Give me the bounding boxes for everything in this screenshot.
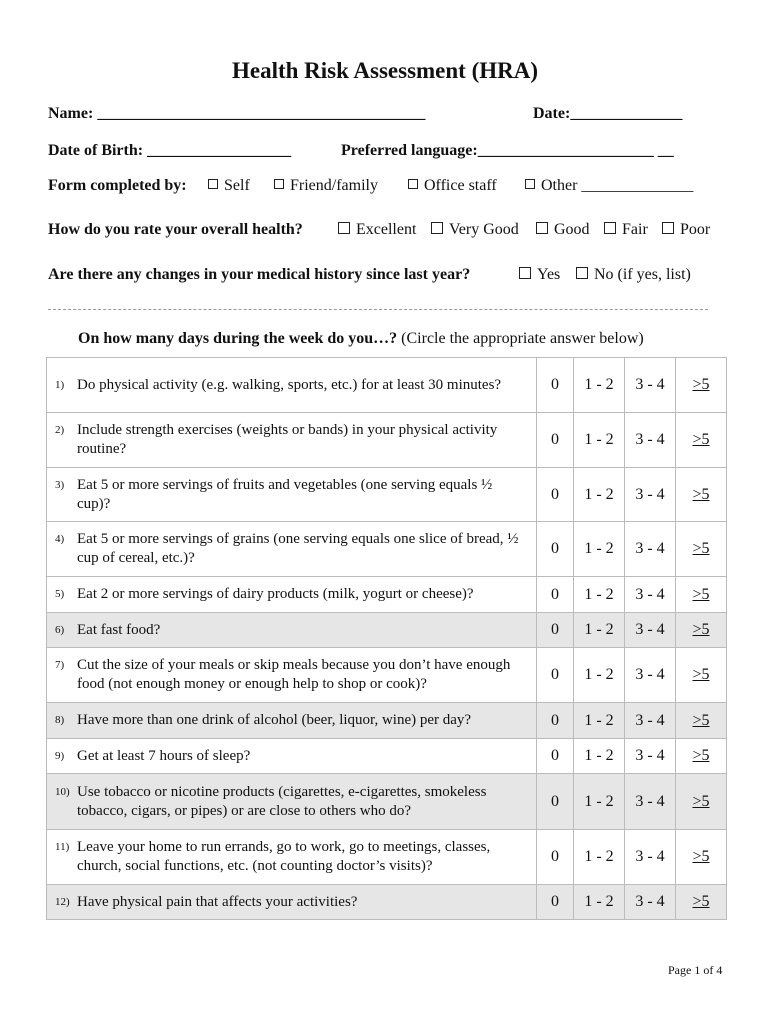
- answer-option-label: 1 - 2: [584, 585, 614, 603]
- answer-option[interactable]: [625, 522, 676, 577]
- answer-option-label: 1 - 2: [584, 621, 614, 638]
- question-number: 1): [55, 378, 65, 391]
- answer-option-label: >5: [692, 585, 710, 603]
- table-row: [47, 468, 727, 522]
- table-row: [47, 703, 727, 739]
- language-field[interactable]: Preferred language:______________________ __: [341, 142, 674, 159]
- health-rating-option: Fair: [622, 221, 648, 238]
- table-row: [47, 613, 727, 648]
- checkbox-icon[interactable]: [604, 222, 616, 234]
- completed-by-label: Form completed by:: [48, 177, 187, 194]
- date-field[interactable]: Date:______________: [533, 105, 683, 122]
- answer-option-label: 1 - 2: [584, 792, 614, 810]
- checkbox-icon[interactable]: [208, 179, 218, 189]
- date-row: [533, 105, 682, 123]
- answer-option[interactable]: [574, 830, 625, 885]
- question-number: 10): [55, 785, 70, 798]
- answer-option[interactable]: [625, 577, 676, 613]
- answer-option[interactable]: [625, 830, 676, 885]
- answer-option-label: >5: [692, 848, 710, 865]
- answer-option-label: 1 - 2: [584, 848, 614, 865]
- instructions: [78, 330, 644, 348]
- instructions-normal: (Circle the appropriate answer below): [401, 330, 644, 347]
- question-text: Eat 5 or more servings of fruits and vegetables (one serving equals ½ cup)?: [77, 476, 493, 512]
- answer-option-label: 3 - 4: [635, 540, 665, 557]
- answer-option[interactable]: [574, 577, 625, 613]
- question-cell: [47, 739, 537, 774]
- question-cell: [47, 703, 537, 739]
- completed-by-option: Self: [224, 177, 250, 194]
- answer-option[interactable]: [537, 468, 574, 522]
- answer-option[interactable]: [625, 358, 676, 413]
- answer-option-label: 1 - 2: [584, 711, 614, 729]
- table-row: [47, 774, 727, 830]
- completed-by-other[interactable]: [525, 177, 693, 195]
- name-row: [48, 105, 425, 123]
- question-text: Eat 5 or more servings of grains (one serving equals one slice of bread, ½ cup of cereal, etc.)?: [77, 531, 519, 566]
- table-row: [47, 358, 727, 413]
- answer-option-label: 0: [551, 848, 559, 865]
- question-text: Use tobacco or nicotine products (cigarettes, e-cigarettes, smokeless tobacco, cigars, or pipes) or are close to others who do?: [77, 783, 487, 819]
- answer-option-label: 3 - 4: [635, 485, 665, 503]
- question-text: Leave your home to run errands, go to work, go to meetings, classes, church, social functions, etc. (not counting doctor’s visits)?: [77, 839, 491, 874]
- completed-by-self[interactable]: [208, 177, 250, 195]
- answer-option[interactable]: [537, 648, 574, 703]
- table-row: [47, 830, 727, 885]
- answer-option[interactable]: [676, 522, 727, 577]
- answer-option-label: 3 - 4: [635, 747, 665, 764]
- answer-option[interactable]: [574, 468, 625, 522]
- table-row: [47, 413, 727, 468]
- history-no[interactable]: [576, 266, 691, 284]
- answer-option[interactable]: [625, 648, 676, 703]
- form-title: Health Risk Assessment (HRA): [231, 58, 539, 83]
- answer-option[interactable]: [537, 739, 574, 774]
- completed-by-option: Friend/family: [290, 177, 378, 194]
- answer-option-label: 1 - 2: [584, 540, 614, 557]
- answer-option[interactable]: [625, 739, 676, 774]
- answer-option-label: 3 - 4: [635, 792, 665, 810]
- question-cell: [47, 358, 537, 413]
- health-rating-option: Poor: [680, 221, 711, 238]
- answer-option-label: 3 - 4: [635, 431, 665, 448]
- answer-option[interactable]: [537, 885, 574, 920]
- history-row: [48, 266, 470, 284]
- question-cell: [47, 648, 537, 703]
- answer-option-label: >5: [692, 376, 710, 393]
- question-cell: [47, 830, 537, 885]
- answer-option-label: 1 - 2: [584, 376, 614, 393]
- table-row: [47, 648, 727, 703]
- answer-option[interactable]: [676, 468, 727, 522]
- answer-option-label: >5: [692, 621, 710, 638]
- health-rating-option: Excellent: [356, 221, 417, 238]
- answer-option-label: 3 - 4: [635, 376, 665, 393]
- answer-option-label: 3 - 4: [635, 585, 665, 603]
- answer-option-label: >5: [692, 540, 710, 557]
- answer-option-label: 0: [551, 540, 559, 557]
- question-cell: [47, 522, 537, 577]
- answer-option[interactable]: [574, 885, 625, 920]
- completed-by-option: Office staff: [424, 177, 497, 194]
- answer-option[interactable]: [625, 885, 676, 920]
- answer-option-label: 3 - 4: [635, 848, 665, 865]
- answer-option-label: 3 - 4: [635, 621, 665, 638]
- answer-option-label: 0: [551, 893, 559, 910]
- name-field[interactable]: Name: _________________________________________: [48, 105, 426, 122]
- health-rating-very-good[interactable]: [431, 221, 519, 239]
- answer-option[interactable]: [676, 703, 727, 739]
- answer-option[interactable]: [574, 703, 625, 739]
- checkbox-icon[interactable]: [536, 222, 548, 234]
- question-cell: [47, 613, 537, 648]
- question-number: 5): [55, 588, 65, 600]
- question-text: Have more than one drink of alcohol (beer, liquor, wine) per day?: [77, 712, 472, 728]
- answer-option[interactable]: [574, 774, 625, 830]
- question-number: 11): [55, 841, 70, 853]
- dob-field[interactable]: Date of Birth: __________________: [48, 142, 292, 159]
- answer-option[interactable]: [574, 358, 625, 413]
- checkbox-icon[interactable]: [338, 222, 350, 234]
- answer-option-label: >5: [692, 711, 710, 729]
- history-question: Are there any changes in your medical history since last year?: [48, 266, 471, 283]
- question-cell: [47, 885, 537, 920]
- answer-option-label: >5: [692, 893, 710, 910]
- question-cell: [47, 577, 537, 613]
- answer-option-label: 0: [551, 621, 559, 638]
- question-number: 8): [55, 714, 65, 726]
- question-number: 7): [55, 659, 65, 671]
- answer-option-label: 1 - 2: [584, 485, 614, 503]
- table-row: [47, 885, 727, 920]
- answer-option[interactable]: [676, 413, 727, 468]
- answer-option[interactable]: [676, 577, 727, 613]
- question-text: Do physical activity (e.g. walking, sports, etc.) for at least 30 minutes?: [77, 376, 502, 393]
- checkbox-icon[interactable]: [662, 222, 674, 234]
- answer-option[interactable]: [625, 774, 676, 830]
- answer-option[interactable]: [625, 413, 676, 468]
- question-number: 6): [55, 623, 65, 636]
- answer-option-label: 0: [551, 747, 559, 764]
- question-number: 4): [55, 533, 65, 545]
- answer-option[interactable]: [676, 613, 727, 648]
- answer-option[interactable]: [676, 358, 727, 413]
- completed-by-friend[interactable]: [274, 177, 378, 195]
- answer-option[interactable]: [574, 739, 625, 774]
- answer-option[interactable]: [537, 577, 574, 613]
- answer-option[interactable]: [625, 703, 676, 739]
- answer-option-label: 0: [551, 792, 559, 810]
- answer-option[interactable]: [537, 413, 574, 468]
- answer-option[interactable]: [537, 358, 574, 413]
- instructions-bold: On how many days during the week do you…?: [78, 330, 398, 347]
- checkbox-icon[interactable]: [525, 179, 535, 189]
- checkbox-icon[interactable]: [408, 179, 418, 189]
- answer-option-label: >5: [692, 747, 710, 764]
- health-rating-excellent[interactable]: [338, 221, 416, 239]
- answer-option-label: >5: [692, 666, 710, 683]
- question-number: 3): [55, 478, 65, 491]
- question-text: Cut the size of your meals or skip meals because you don’t have enough food (not enough money or enough help to shop or cook)?: [77, 657, 511, 692]
- history-option: Yes: [537, 266, 561, 283]
- answer-option-label: 0: [551, 711, 559, 729]
- history-yes[interactable]: [519, 266, 560, 284]
- question-number: 12): [55, 895, 70, 908]
- checkbox-icon[interactable]: [274, 179, 284, 189]
- answer-option[interactable]: [537, 830, 574, 885]
- table-row: [47, 739, 727, 774]
- dob-row: [48, 142, 291, 160]
- answer-option-label: >5: [692, 485, 710, 503]
- completed-by-office[interactable]: [408, 177, 497, 195]
- answer-option-label: 1 - 2: [584, 893, 614, 910]
- answer-option-label: 3 - 4: [635, 666, 665, 683]
- answer-option-label: >5: [692, 792, 710, 810]
- answer-option[interactable]: [537, 774, 574, 830]
- answer-option-label: 1 - 2: [584, 666, 614, 683]
- page-number: Page 1 of 4: [668, 963, 723, 977]
- completed-by-row: [48, 177, 187, 195]
- question-number: 2): [55, 424, 65, 436]
- answer-option-label: 0: [551, 666, 559, 683]
- history-option: No (if yes, list): [594, 266, 691, 283]
- answer-option-label: 3 - 4: [635, 711, 665, 729]
- checkbox-icon[interactable]: [576, 267, 588, 279]
- answer-option[interactable]: [574, 613, 625, 648]
- answer-option[interactable]: [574, 522, 625, 577]
- checkbox-icon[interactable]: [519, 267, 531, 279]
- answer-option-label: 1 - 2: [584, 431, 614, 448]
- answer-option[interactable]: [574, 413, 625, 468]
- answer-option[interactable]: [676, 885, 727, 920]
- health-rating-poor[interactable]: [662, 221, 710, 239]
- health-rating-question: How do you rate your overall health?: [48, 221, 303, 238]
- answer-option[interactable]: [625, 468, 676, 522]
- answer-option[interactable]: [537, 522, 574, 577]
- question-number: 9): [55, 749, 65, 762]
- language-row: [341, 142, 674, 160]
- answer-option-label: 0: [551, 585, 559, 603]
- answer-option-label: >5: [692, 431, 710, 448]
- question-text: Eat fast food?: [77, 621, 161, 638]
- answer-option-label: 0: [551, 431, 559, 448]
- answer-option-label: 1 - 2: [584, 747, 614, 764]
- answer-option[interactable]: [676, 830, 727, 885]
- health-rating-row: [48, 221, 303, 239]
- completed-by-option: Other ______________: [541, 177, 694, 194]
- question-text: Have physical pain that affects your activities?: [77, 893, 358, 910]
- health-rating-fair[interactable]: [604, 221, 648, 239]
- question-cell: [47, 413, 537, 468]
- answer-option[interactable]: [676, 774, 727, 830]
- answer-option[interactable]: [625, 613, 676, 648]
- questions-table: [46, 357, 727, 920]
- table-row: [47, 577, 727, 613]
- question-text: Get at least 7 hours of sleep?: [77, 747, 251, 764]
- answer-option-label: 0: [551, 376, 559, 393]
- question-text: Eat 2 or more servings of dairy products (milk, yogurt or cheese)?: [77, 586, 474, 602]
- health-rating-good[interactable]: [536, 221, 590, 239]
- table-row: [47, 522, 727, 577]
- question-cell: [47, 468, 537, 522]
- health-rating-option: Good: [554, 221, 590, 238]
- checkbox-icon[interactable]: [431, 222, 443, 234]
- question-text: Include strength exercises (weights or bands) in your physical activity routine?: [77, 422, 498, 457]
- answer-option-label: 0: [551, 485, 559, 503]
- health-rating-option: Very Good: [449, 221, 519, 238]
- answer-option[interactable]: [676, 648, 727, 703]
- answer-option-label: 3 - 4: [635, 893, 665, 910]
- question-cell: [47, 774, 537, 830]
- answer-option[interactable]: [537, 613, 574, 648]
- answer-option[interactable]: [574, 648, 625, 703]
- history-list-line[interactable]: [48, 309, 708, 310]
- answer-option[interactable]: [676, 739, 727, 774]
- answer-option[interactable]: [537, 703, 574, 739]
